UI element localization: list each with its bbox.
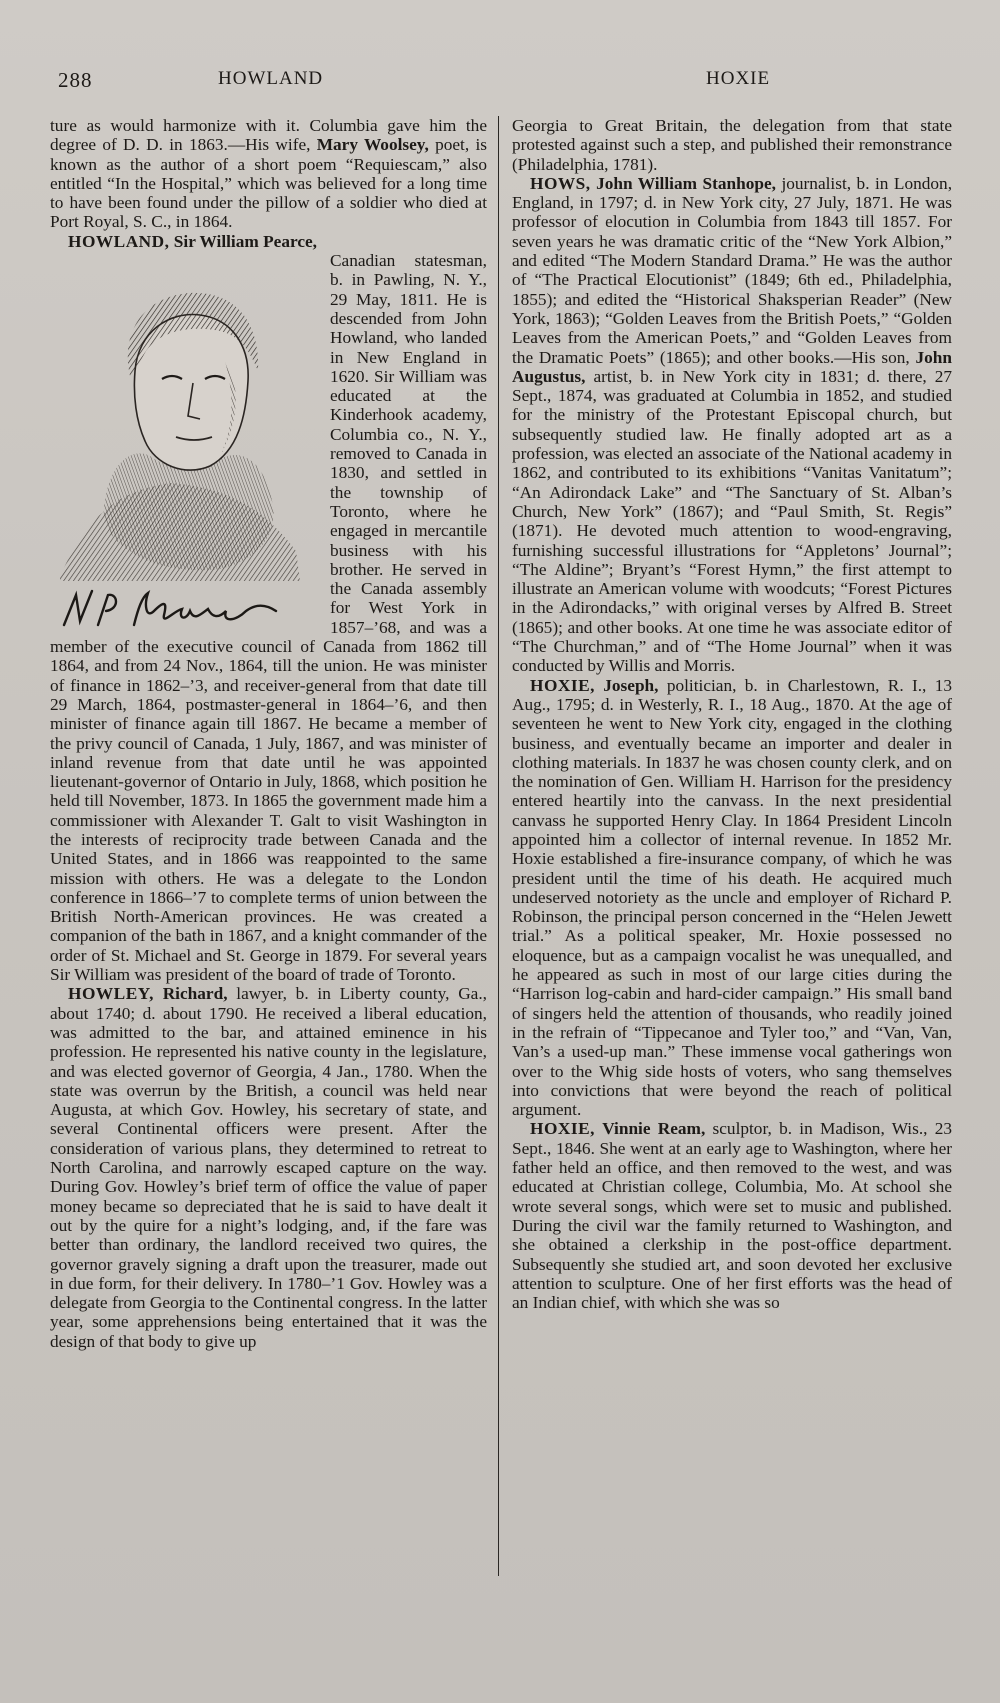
running-header <box>58 68 950 98</box>
running-head-left: HOWLAND <box>218 68 324 89</box>
entry-body-hoxie-joseph: politician, b. in Charlestown, R. I., 13 Aug., 1795; d. in Westerly, R. I., 18 Aug., 1870. At the age of seventeen he went to New York city, engaged in the clothing business, and eventually became an importer and dealer in clothing materials. In 1837 he was chosen county clerk, and on the nomination of Gen. William H. Harrison for the presidency entered heartily into the canvass. In the next presidential canvass he supported Henry Clay. In 1864 President Lincoln appointed him a collector of internal revenue. In 1852 Mr. Hoxie established a fire-insurance company, of which he was president until the time of his death. He acquired much undeserved notoriety as the uncle and employer of Richard P. Robinson, the principal person concerned in the “Helen Jewett trial.” As a political speaker, Mr. Hoxie possessed no eloquence, but as a campaign vocalist he was unequalled, and he appeared as such in most of our large cities during the “Harrison log-cabin and hard-cider campaign.” His small band of singers held the attention of thousands, who readily joined in the refrain of “Tippecanoe and Tyler too,” and “Van, Van, Van’s a used-up man.” These immense vocal gatherings won over to the Whig side hosts of voters, who sang themselves into convictions that were beyond the reach of political argument. <box>512 675 952 1120</box>
entry-hoxie-joseph <box>512 676 952 1120</box>
continued-text: ture as would harmonize with it. Columbia gave him the degree of D. D. in 1863.—His wife, <box>50 116 487 155</box>
signature-image <box>50 581 310 637</box>
entry-body-hoxie-vinnie: sculptor, b. in Madison, Wis., 23 Sept., 1846. She went at an early age to Washington, where her father held an office, and then removed to the west, and was educated at Christian college, Columbia, Mo. At school she wrote several songs, which were set to music and published. During the civil war the family returned to Washington, and she obtained a clerkship in the post-office department. Subsequently she studied art, and soon devoted her exclusive attention to sculpture. One of her first efforts was the head of an Indian chief, with which she was so <box>512 1119 952 1313</box>
continued-paragraph <box>50 116 487 232</box>
right-column <box>512 116 952 1312</box>
left-column <box>50 116 487 1351</box>
entry-howland <box>50 232 487 251</box>
headword-hows: HOWS, <box>530 173 591 193</box>
continued-text-right: Georgia to Great Britain, the delegation from that state protested against such a step, and published their remonstrance (Philadelphia, 1781). <box>512 116 952 174</box>
headword-hoxie-joseph: HOXIE, <box>530 675 595 695</box>
subentry-text-mary-woolsey: poet, is known as the author of a short poem “Requiescam,” also entitled “In the Hospital,” which was believed for a long time to have been found under the pillow of a soldier who died at Port Royal, S. C., in 1864. <box>50 135 487 232</box>
running-head-right: HOXIE <box>706 68 771 89</box>
entry-hoxie-vinnie <box>512 1119 952 1312</box>
entry-name-hoxie-joseph: Joseph, <box>603 675 659 695</box>
headword-howland: HOWLAND, <box>68 231 170 251</box>
entry-body-howland: Canadian statesman, b. in Pawling, N. Y., 29 May, 1811. He is descended from John Howland, who landed in New England in 1620. Sir William was educated at the Kinderhook academy, Columbia co., N. Y., removed to Canada in 1830, and settled in the township of Toronto, where he engaged in mercantile business with his brother. He served in the Canada assembly for West York in 1857–’68, and was a member of the executive council of Canada from 1862 till 1864, and from 24 Nov., 1864, till the union. He was minister of finance in 1862–’3, and receiver-general from that date till 29 March, 1864, postmaster-general in 1864–’6, and then minister of finance again till 1867. He became a member of the privy council of Canada, 1 July, 1867, and was minister of inland revenue from that date until he was appointed lieutenant-governor of Ontario in July, 1868, which position he held till November, 1873. In 1865 the government made him a commissioner with Alexander T. Galt to visit Washington in the interests of reciprocity trade between Canada and the United States, and in 1866 was reappointed to the same mission with others. He was a delegate to the London conference in 1866–’7 to complete terms of union between the British North-American provinces. He was created a companion of the bath in 1867, and a knight commander of the order of St. Michael and St. George in 1879. For several years Sir William was president of the board of trade of Toronto. <box>50 251 487 985</box>
portrait-engraving-image <box>50 251 322 617</box>
continued-paragraph-right <box>512 116 952 174</box>
entry-body-howley: lawyer, b. in Liberty county, Ga., about 1740; d. about 1790. He received a liberal education, was admitted to the bar, and attained eminence in his profession. He represented his native county in the legislature, and was elected governor of Georgia, 4 Jan., 1780. When the state was overrun by the British, a council was held near Augusta, at which Gov. Howley, his secretary of state, and several Continental officers were present. After the consideration of various plans, they determined to retreat to North Carolina, and narrowly escaped capture on the way. During Gov. Howley’s brief term of office the value of paper money became so depreciated that he is said to have dealt it out by the quire for a night’s lodging, and, if the fare was better than ordinary, the landlord received two quires, the governor gravely signing a draft upon the treasurer, made out in due form, for their delivery. In 1780–’1 Gov. Howley was a delegate from Georgia to the Continental congress. In the latter year, some apprehensions being entertained that it was the design of that body to give up <box>50 984 487 1351</box>
entry-name-howley: Richard, <box>162 984 228 1004</box>
headword-hoxie-vinnie: HOXIE, <box>530 1119 595 1139</box>
entry-name-howland: Sir William Pearce, <box>173 231 317 251</box>
entry-hows <box>512 174 952 676</box>
subentry-body-john-augustus: artist, b. in New York city in 1831; d. there, 27 Sept., 1874, was graduated at Columbia in 1852, and studied for the ministry of the Protestant Episcopal church, but subsequently studied law. He finally adopted art as a profession, was elected an associate of the National academy in 1862, and contributed to its exhibitions “Vanitas Vanitatum”; “An Adirondack Lake” and “The Sanctuary of St. Alban’s Church, New York” (1867); and “Paul Smith, St. Regis” (1871). He devoted much attention to wood-engraving, furnishing successful illustrations for “Appletons’ Journal”; “The Aldine”; Bryant’s “Forest Hymn,” the first attempt to illustrate an American volume with woodcuts; “Forest Pictures in the Adirondacks,” with original verses by Alfred B. Street (1865); and other books. At one time he was associate editor of “The Churchman,” and of “The Home Journal” when it was conducted by Willis and Morris. <box>512 366 952 676</box>
headword-howley: HOWLEY, <box>68 984 154 1004</box>
entry-body-hows: journalist, b. in London, England, in 1797; d. in New York city, 27 July, 1871. He was professor of elocution in Columbia from 1843 till 1857. For seven years he was dramatic critic of the “New York Albion,” and edited “The Modern Standard Drama.” He was the author of “The Practical Elocutionist” (1849; 6th ed., Philadelphia, 1855); and edited the “Historical Shaksperian Reader” (New York, 1863); “Golden Leaves from the British Poets,” “Golden Leaves from the American Poets,” and “Golden Leaves from the Dramatic Poets” (1865); and other books.—His son, <box>512 173 953 367</box>
page-number: 288 <box>58 68 93 92</box>
entry-name-hoxie-vinnie: Vinnie Ream, <box>602 1119 706 1139</box>
subentry-name-john-augustus: John Augustus, <box>512 347 952 386</box>
entry-howley <box>50 984 487 1351</box>
column-divider <box>498 116 499 1576</box>
portrait-engraving <box>50 251 322 617</box>
entry-name-hows: John William Stanhope, <box>596 173 776 193</box>
subentry-name-mary-woolsey: Mary Woolsey, <box>316 135 429 155</box>
